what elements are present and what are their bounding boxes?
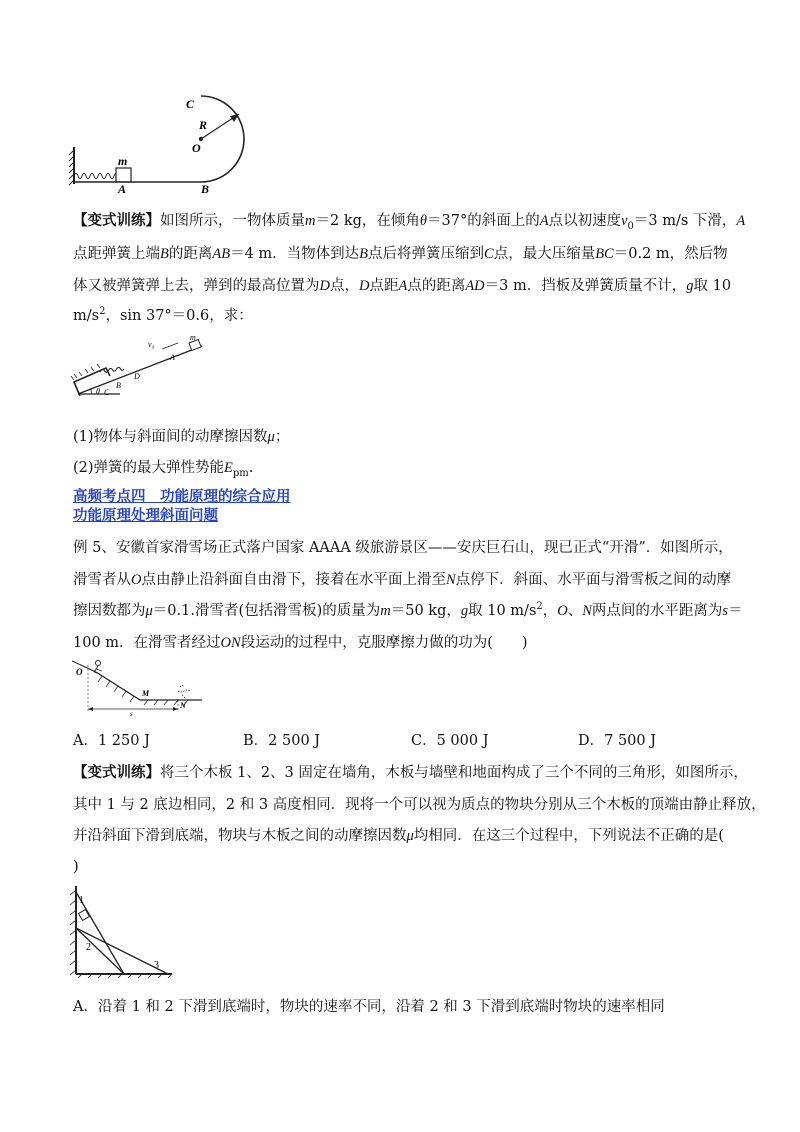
ex5-line-2: 滑雪者从O点由静止沿斜面自由滑下，接着在水平面上滑至N点停下．斜面、水平面与滑雪板之间的动摩 — [73, 572, 732, 588]
label-b: B — [201, 182, 210, 194]
fig2-label-b: B — [116, 381, 121, 390]
ex1-question-2: (2)弹簧的最大弹性势能$E_{pm}$. — [73, 460, 254, 479]
fig2-label-theta: θ — [96, 387, 100, 396]
ex2-line-3: 并沿斜面下滑到底端，物块与木板之间的动摩擦因数μ均相同．在这三个过程中，下列说法不正确的是( — [73, 828, 724, 844]
ex2-line-2: 其中 1 与 2 底边相同，2 和 3 高度相同．现将一个可以视为质点的物块分别从三个木板的顶端由静止释放， — [73, 797, 766, 813]
figure-incline-spring — [70, 332, 210, 404]
fig3-label-o: O — [76, 667, 83, 677]
section-title: 高频考点四 功能原理的综合应用 — [73, 489, 291, 505]
ex1-line-2: 点距弹簧上端B的距离AB＝4 m．当物体到达B点后将弹簧压缩到C点，最大压缩量BC＝0.2 m，然后物 — [73, 246, 728, 262]
ex5-line-4: 100 m．在滑雪者经过ON段运动的过程中，克服摩擦力做的功为( ) — [73, 635, 528, 651]
fig3-label-m: M — [142, 689, 150, 698]
figure-spring-loop — [68, 92, 258, 194]
ex5-option-c: C．5 000 J — [411, 733, 489, 749]
fig4-label-2: 2 — [86, 942, 91, 953]
fig2-label-v0: v₀ — [148, 340, 155, 349]
fig2-label-c: C — [104, 388, 110, 397]
ex2-line-1: 【变式训练】将三个木板 1、2、3 固定在墙角，木板与墙壁和地面构成了三个不同的三角形，如图所示， — [73, 764, 748, 781]
ex5-option-b: B．2 500 J — [243, 733, 321, 749]
ex1-question-1: (1)物体与斜面间的动摩擦因数μ； — [73, 429, 290, 445]
ex1-line-4: $m/s^2$，sin 37°＝0.6，求： — [73, 306, 253, 324]
fig4-label-3: 3 — [154, 960, 159, 971]
label-o: O — [192, 141, 201, 155]
label-r: R — [199, 118, 208, 132]
ex1-line-3: 体又被弹簧弹上去，弹到的最高位置为D点，D点距A点的距离AD＝3 m．挡板及弹簧质量不计，g取 10 — [73, 278, 732, 294]
ex5-line-1: 例 5、安徽首家滑雪场正式落户国家 AAAA 级旅游景区——安庆巨石山，现已正式“开滑”．如图所示， — [73, 540, 733, 556]
figure-three-boards — [68, 882, 180, 978]
label-c: C — [186, 97, 195, 111]
ex1-line-1: 【变式训练】如图所示，一物体质量m＝2 kg，在倾角θ＝37°的斜面上的A点以初速度$v_0=3$ m/s 下滑，A — [73, 212, 746, 232]
ex5-line-3: 擦因数都为μ＝0.1.滑雪者(包括滑雪板)的质量为m＝50 kg，g取 10 $m/s^2$，O、N两点间的水平距离为s＝ — [73, 601, 743, 619]
ex5-option-a: A．1 250 J — [73, 733, 150, 749]
fig2-label-m: m — [190, 333, 196, 342]
figure-ski-slope — [72, 655, 212, 717]
ex2-option-a: A．沿着 1 和 2 下滑到底端时，物块的速率不同，沿着 2 和 3 下滑到底端时物块的速率相同 — [73, 999, 665, 1015]
label-m: m — [118, 154, 128, 168]
section-subtitle: 功能原理处理斜面问题 — [73, 508, 218, 524]
fig2-label-d: D — [134, 372, 140, 381]
ex5-option-d: D．7 500 J — [578, 733, 657, 749]
fig4-label-1: 1 — [79, 895, 84, 906]
fig3-label-n: N — [180, 701, 186, 710]
fig3-label-s: s — [130, 710, 133, 717]
ex2-line-4: ) — [73, 859, 79, 875]
label-a: A — [118, 182, 127, 194]
ex2-tag: 【变式训练】 — [73, 764, 160, 781]
fig2-label-a: A — [170, 353, 175, 362]
ex1-tag: 【变式训练】 — [73, 212, 160, 229]
